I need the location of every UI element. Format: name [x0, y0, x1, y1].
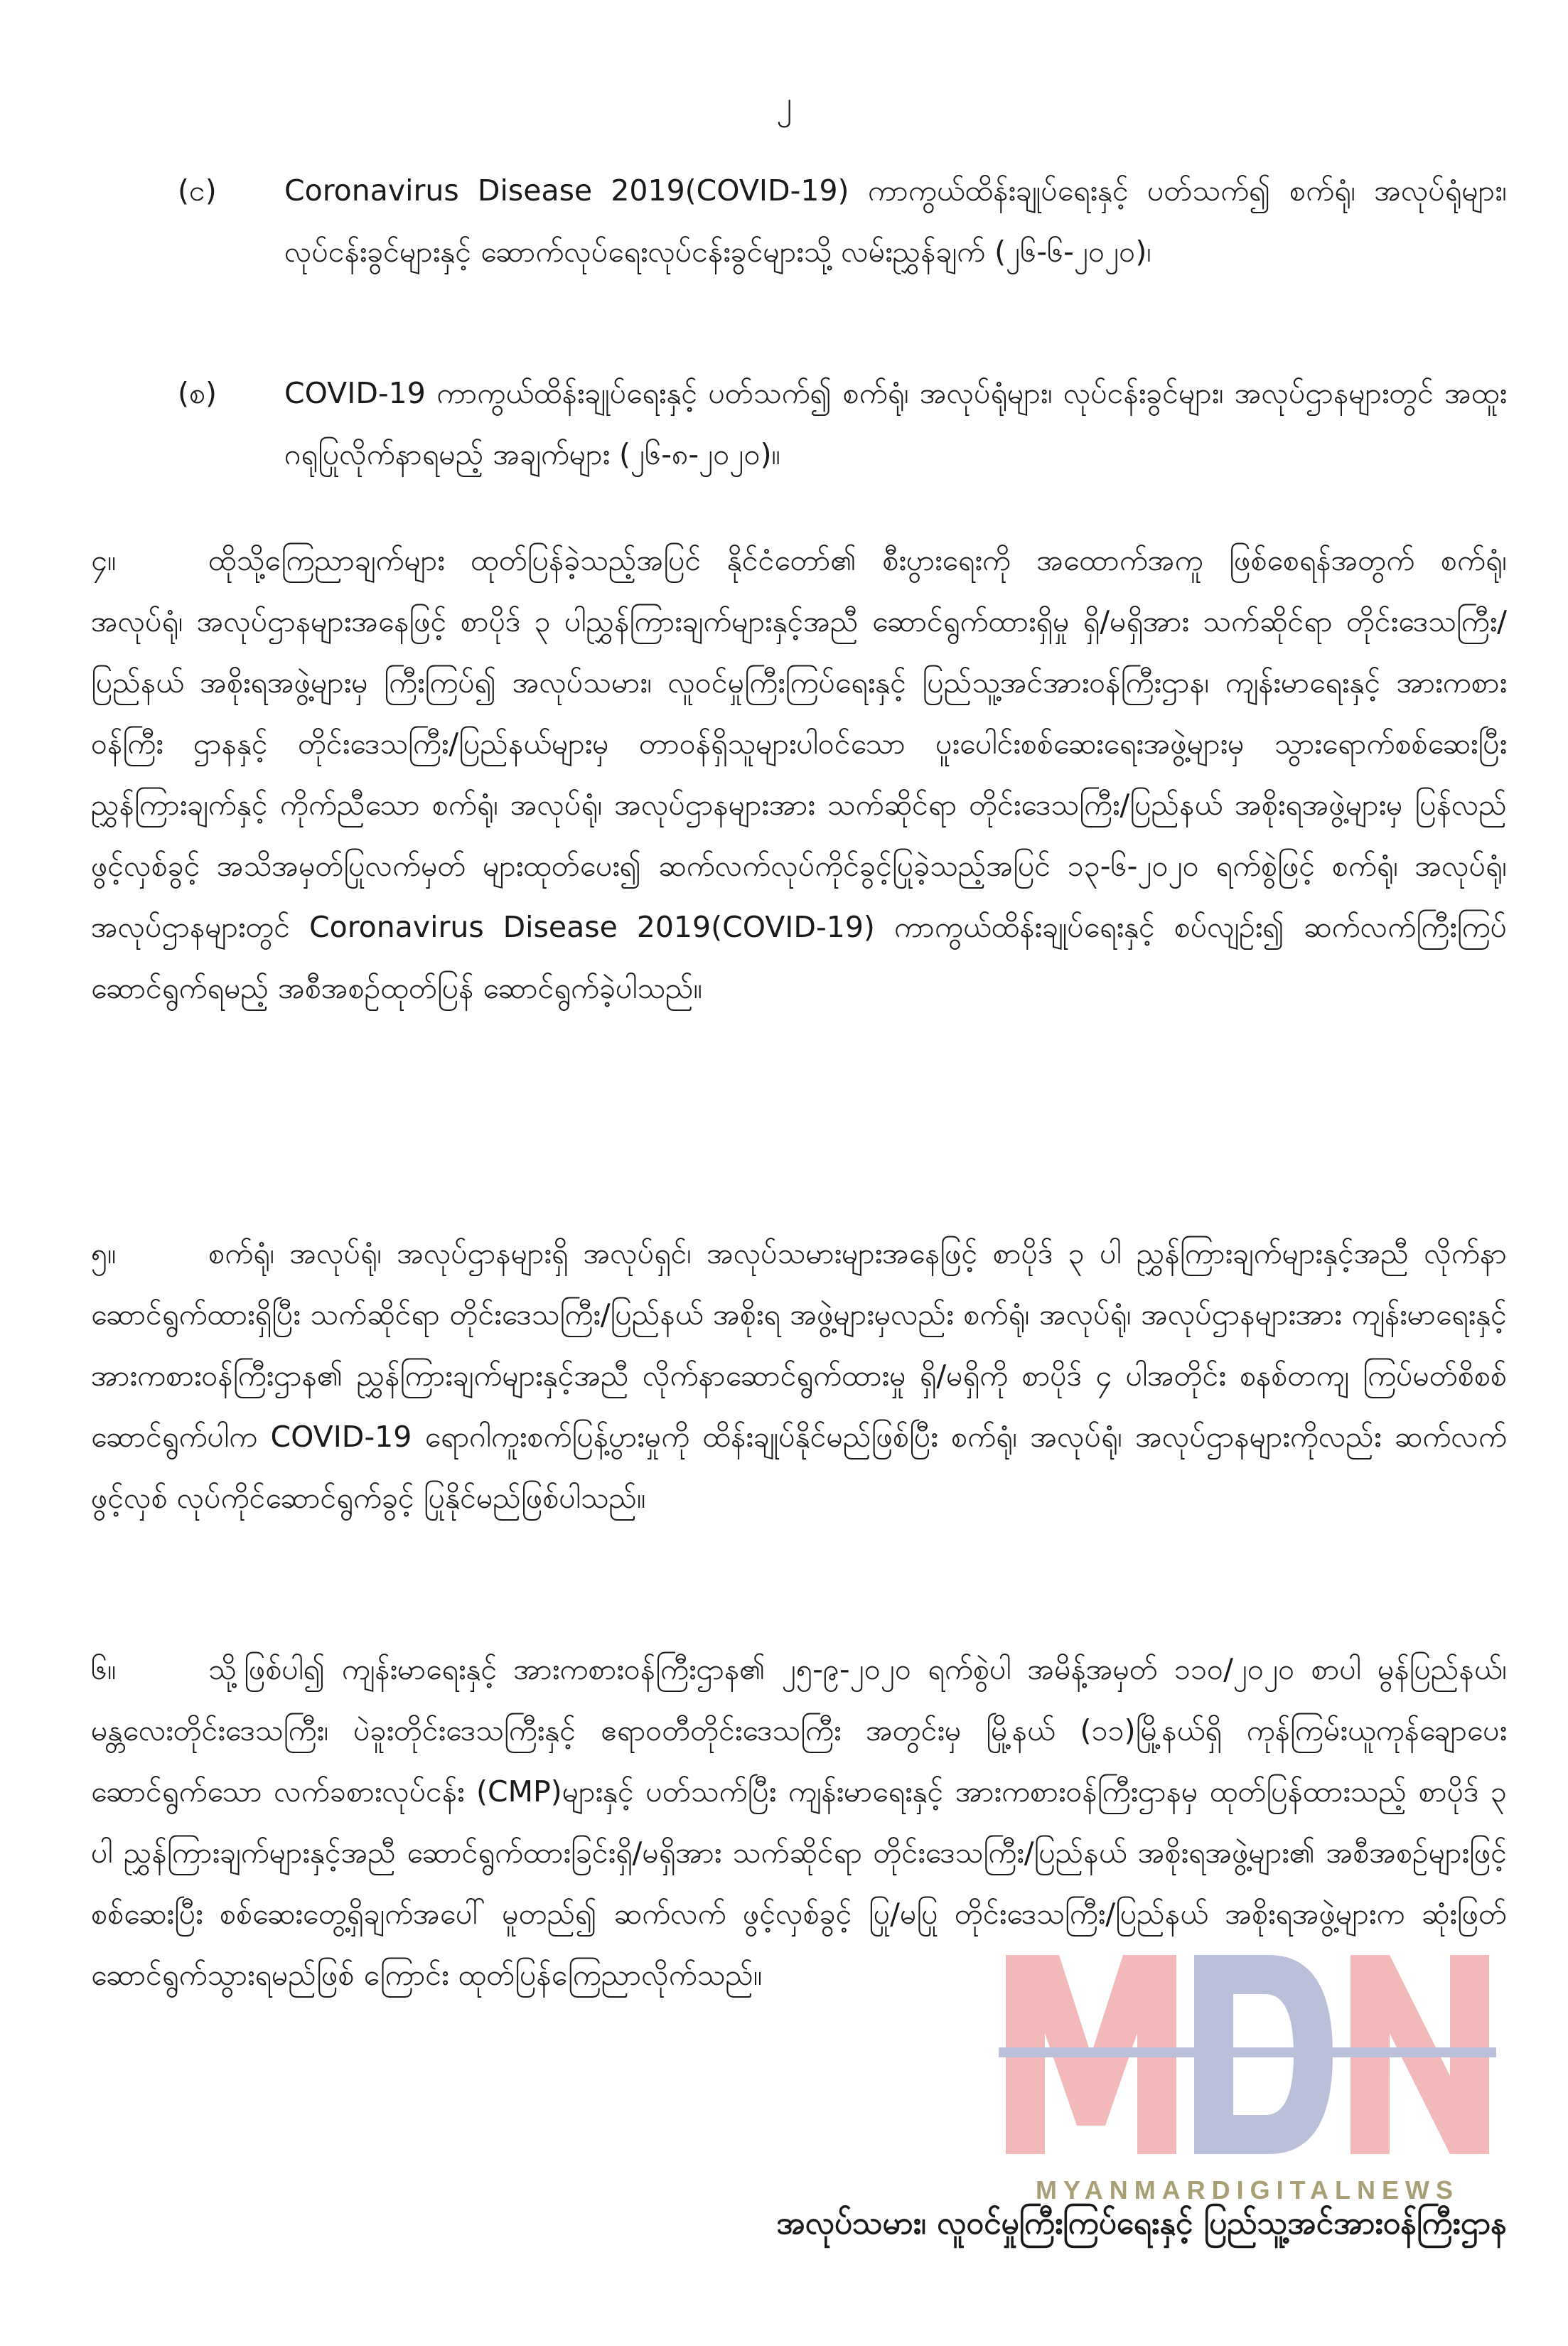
- paragraph-number: ၅။: [91, 1236, 117, 1270]
- sub-item-text: COVID-19 ကာကွယ်ထိန်းချုပ်ရေးနှင့် ပတ်သက်၍ စက်ရုံ၊ အလုပ်ရုံများ၊ လုပ်ငန်းခွင်များ၊ အလုပ်ဌာနများတွင် အထူးဂရုပြုလိုက်နာရမည့် အချက်များ (၂၆-၈-၂၀၂၀)။: [284, 376, 1507, 471]
- sub-item-marker: (င): [178, 173, 217, 208]
- paragraph-number: ၆။: [91, 1652, 117, 1686]
- sub-item-c: [178, 160, 1507, 282]
- paragraph-number: ၄။: [91, 543, 117, 577]
- sub-item-marker: (စ): [178, 376, 218, 410]
- sub-item-text: Coronavirus Disease 2019(COVID-19) ကာကွယ်ထိန်းချုပ်ရေးနှင့် ပတ်သက်၍ စက်ရုံ၊ အလုပ်ရုံများ၊ လုပ်ငန်းခွင်များနှင့် ဆောက်လုပ်ရေးလုပ်ငန်းခွင်များသို့ လမ်းညွှန်ချက် (၂၆-၆-၂၀၂၀)၊: [284, 173, 1507, 269]
- mdn-watermark-logo: [992, 1934, 1503, 2218]
- paragraph-4: [91, 530, 1507, 1019]
- signature-ministry: အလုပ်သမား၊ လူဝင်မှုကြီးကြပ်ရေးနှင့် ပြည်သူ့အင်အားဝန်ကြီးဌာန: [776, 2205, 1507, 2241]
- page-number: ၂: [776, 85, 792, 122]
- paragraph-5: [91, 1223, 1507, 1528]
- paragraph-text: ထိုသို့ကြေညာချက်များ ထုတ်ပြန်ခဲ့သည့်အပြင် နိုင်ငံတော်၏ စီးပွားရေးကို အထောက်အကူ ဖြစ်စေရန်အတွက် စက်ရုံ၊ အလုပ်ရုံ၊ အလုပ်ဌာနများအနေဖြင့် စာပိုဒ် ၃ ပါညွှန်ကြားချက်များနှင့်အညီ ဆောင်ရွက်ထားရှိမှု ရှိ/မရှိအား သက်ဆိုင်ရာ တိုင်းဒေသကြီး/ပြည်နယ် အစိုးရအဖွဲ့များမှ ကြီးကြပ်၍ အလုပ်သမား၊ လူဝင်မှုကြီးကြပ်ရေးနှင့် ပြည်သူ့အင်အားဝန်ကြီးဌာန၊ ကျန်းမာရေးနှင့် အားကစားဝန်ကြီး ဌာနနှင့် တိုင်းဒေသကြီး/ပြည်နယ်များမှ တာဝန်ရှိသူများပါဝင်သော ပူးပေါင်းစစ်ဆေးရေးအဖွဲ့များမှ သွားရောက်စစ်ဆေးပြီး ညွှန်ကြားချက်နှင့် ကိုက်ညီသော စက်ရုံ၊ အလုပ်ရုံ၊ အလုပ်ဌာနများအား သက်ဆိုင်ရာ တိုင်းဒေသကြီး/ပြည်နယ် အစိုးရအဖွဲ့များမှ ပြန်လည်ဖွင့်လှစ်ခွင့် အသိအမှတ်ပြုလက်မှတ် များထုတ်ပေး၍ ဆက်လက်လုပ်ကိုင်ခွင့်ပြုခဲ့သည့်အပြင် ၁၃-၆-၂၀၂၀ ရက်စွဲဖြင့် စက်ရုံ၊ အလုပ်ရုံ၊ အလုပ်ဌာနများတွင် Coronavirus Disease 2019(COVID-19) ကာကွယ်ထိန်းချုပ်ရေးနှင့် စပ်လျဉ်း၍ ဆက်လက်ကြီးကြပ် ဆောင်ရွက်ရမည့် အစီအစဉ်ထုတ်ပြန် ဆောင်ရွက်ခဲ့ပါသည်။: [91, 543, 1507, 1005]
- sub-item-e: [178, 363, 1507, 485]
- watermark-name: MYANMARDIGITALNEWS: [1036, 2175, 1459, 2205]
- paragraph-text: သို့ဖြစ်ပါ၍ ကျန်းမာရေးနှင့် အားကစားဝန်ကြီးဌာန၏ ၂၅-၉-၂၀၂၀ ရက်စွဲပါ အမိန့်အမှတ် ၁၁၀/၂၀၂၀ စာပါ မွန်ပြည်နယ်၊ မန္တလေးတိုင်းဒေသကြီး၊ ပဲခူးတိုင်းဒေသကြီးနှင့် ဧရာဝတီတိုင်းဒေသကြီး အတွင်းမှ မြို့နယ် (၁၁)မြို့နယ်ရှိ ကုန်ကြမ်းယူကုန်ချောပေး ဆောင်ရွက်သော လက်ခစားလုပ်ငန်း (CMP)များနှင့် ပတ်သက်ပြီး ကျန်းမာရေးနှင့် အားကစားဝန်ကြီးဌာနမှ ထုတ်ပြန်ထားသည့် စာပိုဒ် ၃ ပါ ညွှန်ကြားချက်များနှင့်အညီ ဆောင်ရွက်ထားခြင်းရှိ/မရှိအား သက်ဆိုင်ရာ တိုင်းဒေသကြီး/ပြည်နယ် အစိုးရအဖွဲ့များ၏ အစီအစဉ်များဖြင့် စစ်ဆေးပြီး စစ်ဆေးတွေ့ရှိချက်အပေါ် မူတည်၍ ဆက်လက် ဖွင့်လှစ်ခွင့် ပြု/မပြု တိုင်းဒေသကြီး/ပြည်နယ် အစိုးရအဖွဲ့များက ဆုံးဖြတ်ဆောင်ရွက်သွားရမည်ဖြစ် ကြောင်း ထုတ်ပြန်ကြေညာလိုက်သည်။: [91, 1652, 1507, 1992]
- paragraph-text: စက်ရုံ၊ အလုပ်ရုံ၊ အလုပ်ဌာနများရှိ အလုပ်ရှင်၊ အလုပ်သမားများအနေဖြင့် စာပိုဒ် ၃ ပါ ညွှန်ကြားချက်များနှင့်အညီ လိုက်နာဆောင်ရွက်ထားရှိပြီး သက်ဆိုင်ရာ တိုင်းဒေသကြီး/ပြည်နယ် အစိုးရ အဖွဲ့များမှလည်း စက်ရုံ၊ အလုပ်ရုံ၊ အလုပ်ဌာနများအား ကျန်းမာရေးနှင့် အားကစားဝန်ကြီးဌာန၏ ညွှန်ကြားချက်များနှင့်အညီ လိုက်နာဆောင်ရွက်ထားမှု ရှိ/မရှိကို စာပိုဒ် ၄ ပါအတိုင်း စနစ်တကျ ကြပ်မတ်စိစစ်ဆောင်ရွက်ပါက COVID-19 ရောဂါကူးစက်ပြန့်ပွားမှုကို ထိန်းချုပ်နိုင်မည်ဖြစ်ပြီး စက်ရုံ၊ အလုပ်ရုံ၊ အလုပ်ဌာနများကိုလည်း ဆက်လက်ဖွင့်လှစ် လုပ်ကိုင်ဆောင်ရွက်ခွင့် ပြုနိုင်မည်ဖြစ်ပါသည်။: [91, 1236, 1507, 1515]
- mdn-logo-icon: [992, 1934, 1503, 2168]
